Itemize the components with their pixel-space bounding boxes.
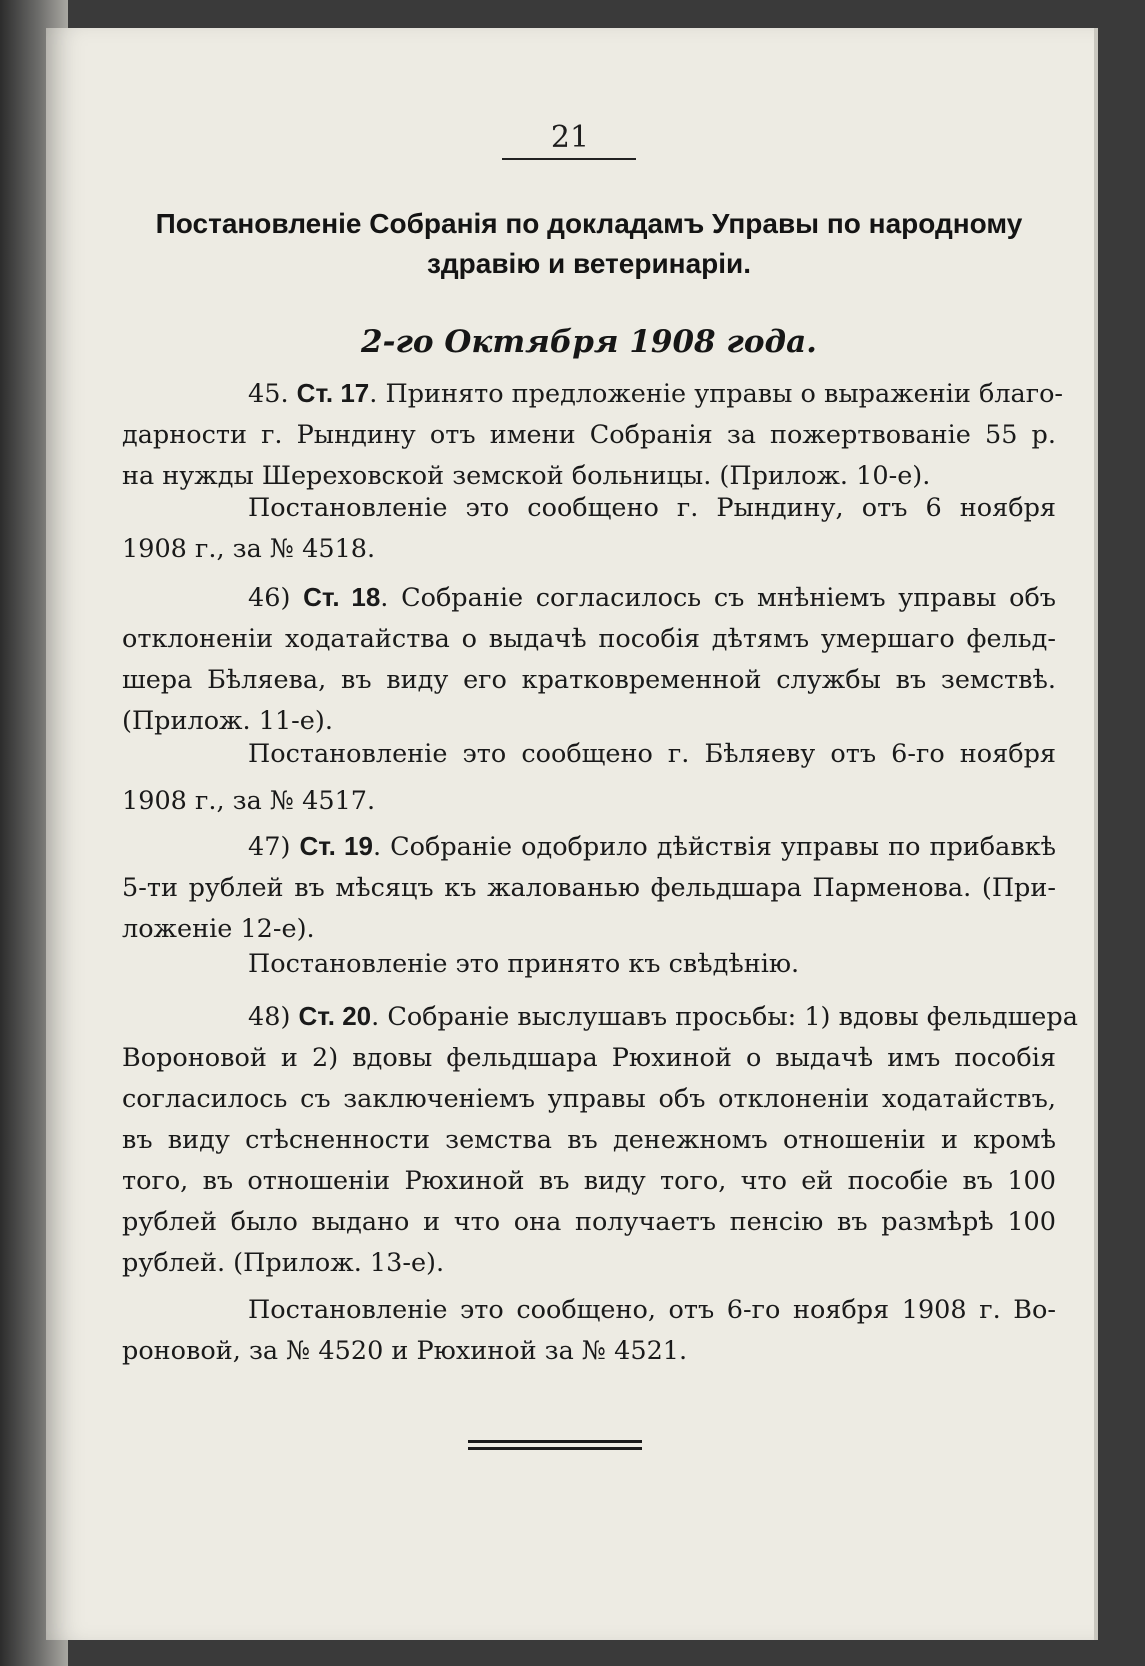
article-20: Ст. 20 (298, 1001, 372, 1031)
notice-47-line-1: Постановленіе это принято къ свѣдѣнію. (248, 949, 800, 979)
notice-48-line-2: роновой, за № 4520 и Рюхиной за № 4521. (122, 1336, 688, 1366)
notice-45 (122, 488, 1056, 570)
page-number: 21 (550, 120, 590, 155)
article-17: Ст. 17 (296, 378, 370, 408)
notice-46-line-2: 1908 г., за № 4517. (122, 786, 376, 816)
paragraph-48-line-6: рублей было выдано и что она получаетъ пенсію въ размѣрѣ 100 (122, 1207, 1056, 1237)
paragraph-45-line-1: 45. Ст. 17. Принято предложеніе управы о выраженіи благо- (248, 378, 1064, 409)
paragraph-47-line-3: ложеніе 12-е). (122, 914, 315, 944)
paragraph-48-line-7: рублей. (Прилож. 13-е). (122, 1248, 445, 1278)
paragraph-45-line-3: на нужды Шереховской земской больницы. (Прилож. 10-е). (122, 461, 931, 491)
notice-46 (122, 734, 1056, 822)
paragraph-46-line-3: шера Бѣляева, въ виду его кратковременной службы въ земствѣ. (122, 665, 1056, 695)
paragraph-47 (122, 826, 1056, 950)
paragraph-48-line-4: въ виду стѣсненности земства въ денежномъ отношеніи и кромѣ (122, 1125, 1056, 1155)
paragraph-46 (122, 577, 1056, 742)
end-rule-bottom (468, 1447, 642, 1450)
notice-46-line-1: Постановленіе это сообщено г. Бѣляеву отъ 6-го ноября (248, 739, 1056, 769)
paragraph-45-line-2: дарности г. Рындину отъ имени Собранія за пожертвованіе 55 р. (122, 420, 1056, 450)
section-heading-line-2: здравію и ветеринаріи. (426, 248, 752, 279)
session-date: 2-го Октября 1908 года. (361, 324, 817, 360)
paragraph-45 (122, 373, 1064, 497)
paragraph-48-line-1: 48) Ст. 20. Собраніе выслушавъ просьбы: 1) вдовы фельдшера (248, 1001, 1078, 1032)
paragraph-48-line-2: Вороновой и 2) вдовы фельдшара Рюхиной о выдачѣ имъ пособія (122, 1043, 1056, 1073)
paragraph-46-line-4: (Прилож. 11-е). (122, 706, 333, 736)
notice-48 (122, 1290, 1056, 1372)
notice-47 (122, 944, 1056, 985)
notice-45-line-2: 1908 г., за № 4518. (122, 534, 376, 564)
paragraph-48-line-5: того, въ отношеніи Рюхиной въ виду того, что ей пособіе въ 100 (122, 1166, 1056, 1196)
paragraph-48 (122, 996, 1078, 1284)
paragraph-46-line-2: отклоненіи ходатайства о выдачѣ пособія дѣтямъ умершаго фельд- (122, 624, 1056, 654)
notice-45-line-1: Постановленіе это сообщено г. Рындину, отъ 6 ноября (248, 493, 1056, 523)
paragraph-47-line-2: 5-ти рублей въ мѣсяцъ къ жалованью фельдшара Парменова. (При- (122, 873, 1056, 903)
paragraph-47-line-1: 47) Ст. 19. Собраніе одобрило дѣйствія управы по прибавкѣ (248, 831, 1057, 862)
article-19: Ст. 19 (299, 831, 373, 861)
end-rule-top (468, 1440, 642, 1443)
page-number-rule (502, 158, 636, 160)
paragraph-48-line-3: согласилось съ заключеніемъ управы объ отклоненіи ходатайствъ, (122, 1084, 1056, 1114)
document-page (46, 28, 1098, 1640)
notice-48-line-1: Постановленіе это сообщено, отъ 6-го ноября 1908 г. Во- (248, 1295, 1056, 1325)
section-heading-line-1: Постановленіе Собранія по докладамъ Управы по народному (155, 208, 1023, 239)
paragraph-46-line-1: 46) Ст. 18. Собраніе согласилось съ мнѣніемъ управы объ (248, 582, 1057, 613)
article-18: Ст. 18 (303, 582, 381, 612)
